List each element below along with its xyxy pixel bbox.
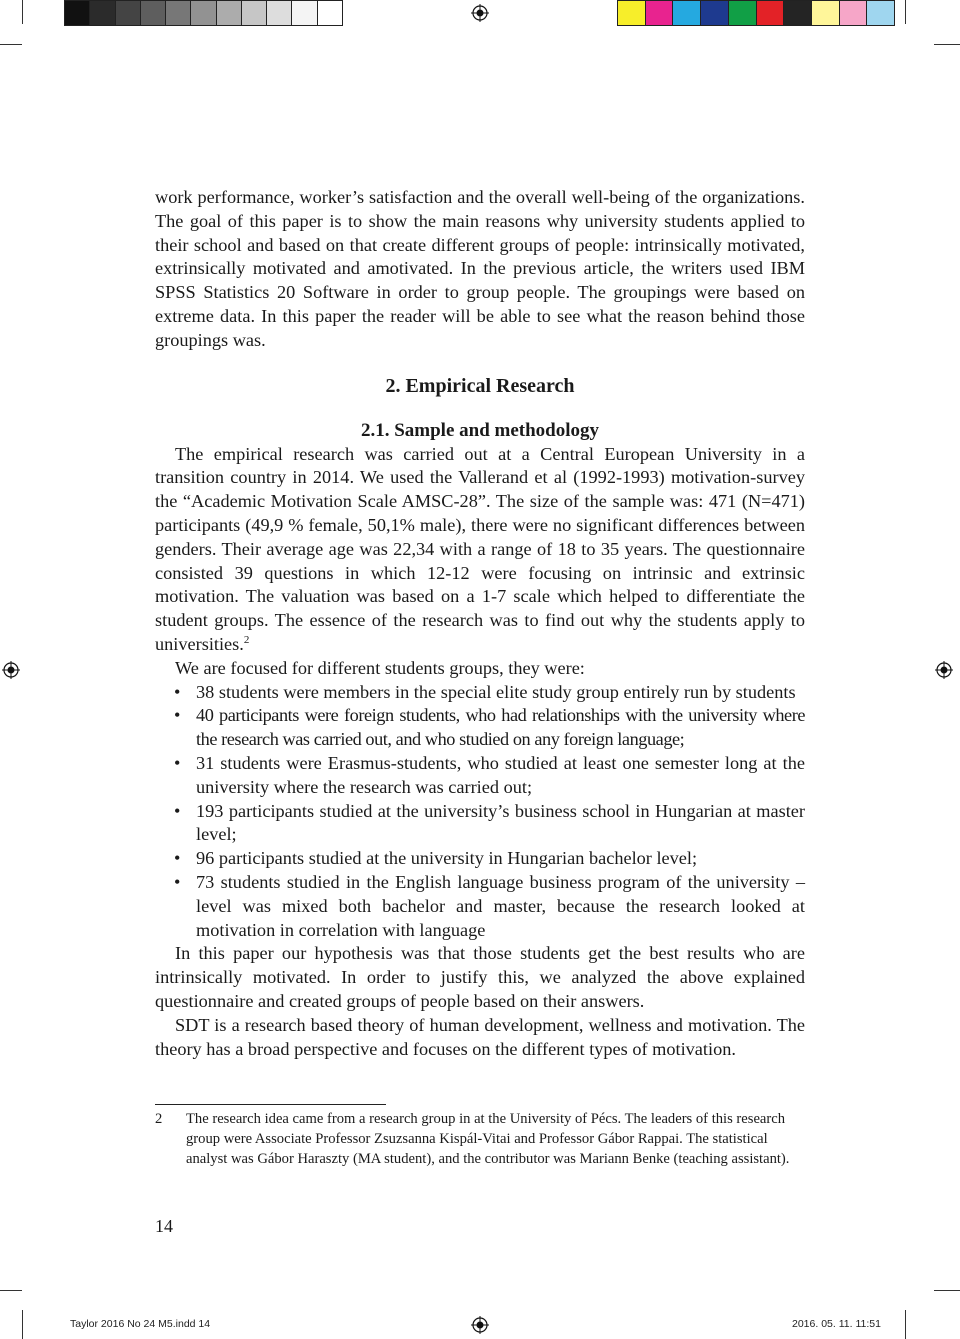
gray-swatch: [318, 1, 342, 25]
list-item: [155, 704, 805, 752]
registration-mark-top-icon: [471, 4, 489, 22]
list-item-text: 31 students were Erasmus-students, who studied at least one semester long at the university where the research was carried out;: [196, 752, 805, 797]
gray-swatch: [242, 1, 267, 25]
bullet-icon: •: [174, 752, 181, 773]
list-item: [155, 871, 805, 942]
color-swatch: [840, 1, 868, 25]
color-swatch: [701, 1, 729, 25]
color-swatch: [646, 1, 674, 25]
footnote-divider: [155, 1104, 386, 1105]
crop-mark-br-vertical: [905, 1310, 906, 1339]
footnote: [155, 1110, 805, 1169]
crop-mark-br-horizontal: [934, 1290, 960, 1291]
bullet-icon: •: [174, 848, 181, 869]
registration-mark-bottom-icon: [471, 1316, 489, 1334]
footnote-reference[interactable]: 2: [243, 633, 250, 646]
crop-mark-tr-horizontal: [934, 44, 960, 45]
list-item-text: 73 students studied in the English language business program of the university – level was mixed both bachelor and master, because the research looked at motivation in correlation with language: [196, 871, 805, 940]
subsection-heading: 2.1. Sample and methodology: [360, 419, 600, 441]
gray-swatch: [141, 1, 166, 25]
paragraph-groups-intro: We are focused for different students groups, they were:: [175, 657, 585, 678]
gray-swatch: [267, 1, 292, 25]
paragraph-methodology: [155, 443, 805, 657]
list-item-text: 96 participants studied at the university in Hungarian bachelor level;: [196, 848, 698, 869]
grayscale-color-bar: [64, 0, 343, 26]
crop-mark-tl-vertical: [22, 0, 23, 24]
process-color-bar: [617, 0, 895, 26]
gray-swatch: [217, 1, 242, 25]
paragraph-methodology-text: The empirical research was carried out at a Central European University in a transition country in 2014. We used the Vallerand et al (1992-1993) motivation-survey the “Academic Motivation Scale AMSC-28”. The size of the sample was: 471 (N=471) participants (49,9 % female, 50,1% male), there were no significant differences between genders. Their average age was 22,34 with a range of 18 to 35 years. The questionnaire consisted 39 questions in which 12-12 were focusing on intrinsic and extrinsic motivation. The valuation was based on a 1-7 scale which helped to differentiate the student groups. The essence of the research was to find out why the students apply to universities.: [155, 443, 805, 654]
color-swatch: [729, 1, 757, 25]
gray-swatch: [191, 1, 216, 25]
color-swatch: [757, 1, 785, 25]
footnote-text: The research idea came from a research group in at the University of Pécs. The leaders of this research group were Associate Professor Zsuzsanna Kispál-Vitai and Professor Gábor Rappai. The statistical analyst was Gábor Haraszty (MA student), and the contributor was Mariann Benke (teaching assistant).: [186, 1111, 790, 1167]
color-swatch: [673, 1, 701, 25]
list-item: [155, 752, 805, 800]
color-swatch: [812, 1, 840, 25]
color-swatch: [867, 1, 894, 25]
crop-mark-tl-horizontal: [0, 44, 22, 45]
crop-mark-tr-vertical: [905, 0, 906, 24]
crop-mark-bl-horizontal: [0, 1290, 22, 1291]
print-slug-datetime: 2016. 05. 11. 11:51: [792, 1318, 881, 1330]
bullet-icon: •: [174, 705, 180, 726]
page-number: 14: [155, 1216, 173, 1236]
list-item-text: 38 students were members in the special elite study group entirely run by students: [196, 681, 796, 702]
registration-mark-left-icon: [2, 661, 20, 679]
gray-swatch: [90, 1, 115, 25]
paragraph-hypothesis: In this paper our hypothesis was that those students get the best results who are intrinsically motivated. In order to justify this, we analyzed the above explained questionnaire and created groups of people based on their answers.: [155, 943, 805, 1011]
student-groups-list: [155, 681, 805, 943]
list-item: [155, 800, 805, 848]
section-heading: 2. Empirical Research: [385, 374, 575, 397]
paragraph-intro: work performance, worker’s satisfaction and the overall well-being of the organizations. The goal of this paper is to show the main reasons why university students applied to their school and based on that create different groups of people: intrinsically motivated, extrinsically motivated and amotivated. In the previous article, the writers used IBM SPSS Statistics 20 Software in order to group people. The groupings were based on extreme data. In this paper the reader will be able to see what the reason behind those groupings was.: [155, 187, 805, 350]
color-swatch: [618, 1, 646, 25]
bullet-icon: •: [174, 681, 181, 702]
print-slug-filename: Taylor 2016 No 24 M5.indd 14: [70, 1318, 211, 1330]
paragraph-sdt: SDT is a research based theory of human development, wellness and motivation. The theory has a broad perspective and focuses on the different types of motivation.: [155, 1014, 805, 1059]
gray-swatch: [116, 1, 141, 25]
list-item: [155, 681, 805, 705]
color-swatch: [784, 1, 812, 25]
list-item-text: 40 participants were foreign students, who had relationships with the university where the research was carried out, and who studied on any foreign language;: [196, 705, 805, 750]
list-item-text: 193 participants studied at the university’s business school in Hungarian at master level;: [196, 800, 805, 845]
page-body: [155, 186, 805, 1061]
footnote-number: 2: [155, 1111, 163, 1127]
gray-swatch: [65, 1, 90, 25]
gray-swatch: [292, 1, 317, 25]
gray-swatch: [166, 1, 191, 25]
registration-mark-right-icon: [935, 661, 953, 679]
bullet-icon: •: [174, 871, 181, 892]
crop-mark-bl-vertical: [22, 1310, 23, 1339]
list-item: [155, 847, 805, 871]
bullet-icon: •: [174, 800, 181, 821]
